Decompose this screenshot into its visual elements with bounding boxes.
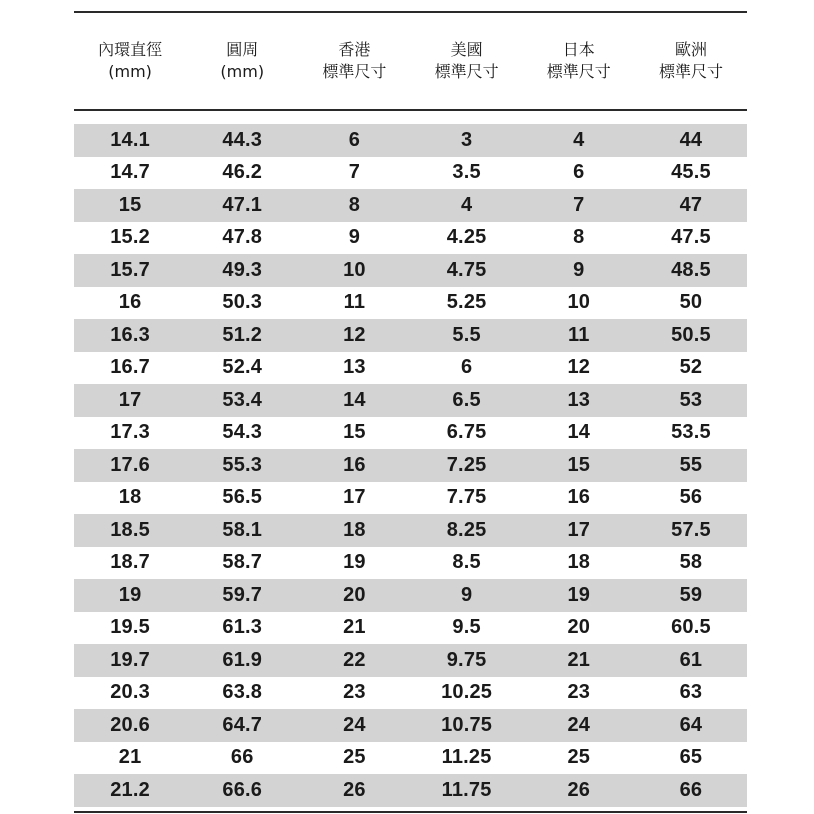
header-line2: 標準尺寸 [546, 62, 611, 81]
table-cell: 26 [343, 778, 366, 801]
table-cell: 9 [460, 583, 473, 606]
table-cell: 24 [343, 713, 366, 736]
header-line1: 日本 [562, 40, 595, 59]
table-cell: 15.7 [110, 258, 150, 281]
table-cell: 14 [567, 421, 591, 444]
table-header-row [74, 13, 747, 109]
table-cell: 51.2 [222, 323, 263, 346]
table-cell: 17 [567, 518, 591, 541]
table-row [74, 742, 747, 775]
table-cell: 53.5 [671, 421, 711, 444]
header-hk-size [298, 39, 410, 83]
table-cell: 18.5 [110, 518, 150, 541]
table-cell: 16.7 [110, 356, 150, 379]
table-cell: 56 [679, 486, 703, 509]
table-cell: 50 [679, 291, 703, 314]
table-cell: 4.25 [446, 226, 487, 249]
table-row [74, 482, 747, 515]
table-cell: 50.3 [222, 291, 263, 314]
table-cell: 55.3 [222, 453, 263, 476]
table-cell: 63.8 [222, 681, 263, 704]
table-cell: 52.4 [222, 356, 263, 379]
table-cell: 3 [460, 128, 473, 151]
table-cell: 56.5 [222, 486, 263, 509]
table-cell: 58.1 [222, 518, 263, 541]
table-cell: 15.2 [110, 226, 150, 249]
table-row [74, 709, 747, 742]
table-cell: 7 [573, 193, 585, 216]
table-cell: 21 [567, 648, 591, 671]
table-cell: 3.5 [452, 161, 481, 184]
table-cell: 9 [573, 258, 585, 281]
table-cell: 58.7 [222, 551, 263, 574]
table-cell: 18.7 [110, 551, 150, 574]
table-cell: 21 [118, 746, 142, 769]
table-cell: 49.3 [222, 258, 263, 281]
header-inner-diameter [74, 39, 186, 83]
table-cell: 19 [567, 583, 591, 606]
table-cell: 7.25 [446, 453, 487, 476]
header-us-size [411, 39, 523, 83]
table-cell: 15 [343, 421, 366, 444]
table-cell: 54.3 [222, 421, 263, 444]
table-cell: 44.3 [222, 128, 263, 151]
table-cell: 25 [343, 746, 366, 769]
table-cell: 10.75 [441, 713, 493, 736]
table-cell: 18 [118, 486, 142, 509]
table-cell: 14.1 [110, 128, 150, 151]
header-eu-size [635, 39, 747, 83]
table-cell: 9.75 [446, 648, 487, 671]
table-cell: 64 [679, 713, 703, 736]
table-cell: 47 [679, 193, 703, 216]
table-cell: 59 [679, 583, 703, 606]
table-cell: 58 [679, 551, 703, 574]
table-cell: 12 [343, 323, 366, 346]
header-line2: (mm) [108, 62, 152, 81]
table-cell: 6.75 [446, 421, 487, 444]
table-cell: 10 [343, 258, 366, 281]
table-cell: 5.5 [452, 323, 481, 346]
header-jp-size [523, 39, 635, 83]
header-line1: 美國 [450, 40, 483, 59]
table-row [74, 319, 747, 352]
table-cell: 66 [679, 778, 703, 801]
table-row [74, 189, 747, 222]
table-cell: 12 [567, 356, 591, 379]
table-cell: 16.3 [110, 323, 150, 346]
table-cell: 60.5 [671, 616, 711, 639]
header-line1: 香港 [338, 40, 371, 59]
header-line2: 標準尺寸 [322, 62, 387, 81]
table-body [74, 124, 747, 807]
table-row [74, 449, 747, 482]
table-cell: 53 [679, 388, 703, 411]
table-cell: 14.7 [110, 161, 150, 184]
table-cell: 16 [567, 486, 591, 509]
table-row [74, 547, 747, 580]
table-cell: 52 [679, 356, 703, 379]
table-cell: 61 [679, 648, 703, 671]
header-line1: 歐洲 [674, 40, 707, 59]
table-cell: 47.1 [222, 193, 263, 216]
table-cell: 19 [343, 551, 366, 574]
table-bottom-rule [74, 811, 747, 813]
table-cell: 16 [118, 291, 142, 314]
table-cell: 7 [348, 161, 361, 184]
table-cell: 59.7 [222, 583, 263, 606]
table-cell: 9 [348, 226, 361, 249]
table-cell: 17 [118, 388, 142, 411]
table-cell: 18 [343, 518, 366, 541]
table-cell: 20 [343, 583, 366, 606]
table-header-spacer [74, 111, 747, 124]
table-row [74, 612, 747, 645]
table-cell: 11.25 [441, 746, 492, 769]
table-cell: 44 [679, 128, 703, 151]
table-cell: 15 [118, 193, 142, 216]
header-line2: (mm) [220, 62, 265, 81]
header-line1: 圓周 [226, 40, 259, 59]
table-cell: 26 [567, 778, 591, 801]
table-cell: 19.7 [110, 648, 150, 671]
table-cell: 61.3 [222, 616, 263, 639]
table-cell: 64.7 [222, 713, 263, 736]
table-cell: 14 [343, 388, 366, 411]
table-cell: 23 [343, 681, 366, 704]
header-line1: 內環直徑 [98, 40, 163, 59]
table-cell: 17.6 [110, 453, 150, 476]
table-row [74, 579, 747, 612]
table-cell: 6 [460, 356, 473, 379]
table-cell: 20.3 [110, 681, 150, 704]
table-cell: 10 [567, 291, 591, 314]
table-cell: 20.6 [110, 713, 150, 736]
table-cell: 61.9 [222, 648, 263, 671]
table-row [74, 352, 747, 385]
table-cell: 24 [567, 713, 591, 736]
table-cell: 18 [567, 551, 591, 574]
table-cell: 8 [573, 226, 585, 249]
table-cell: 21.2 [110, 778, 150, 801]
table-cell: 20 [567, 616, 591, 639]
header-circumference [186, 39, 298, 83]
table-cell: 55 [679, 453, 703, 476]
table-row [74, 157, 747, 190]
table-cell: 15 [567, 453, 591, 476]
table-cell: 45.5 [671, 161, 711, 184]
ring-size-table [74, 11, 747, 813]
table-cell: 9.5 [452, 616, 481, 639]
table-cell: 11 [343, 291, 366, 314]
header-line2: 標準尺寸 [434, 62, 499, 81]
table-cell: 63 [679, 681, 703, 704]
table-cell: 13 [343, 356, 366, 379]
table-cell: 4.75 [446, 258, 487, 281]
table-row [74, 287, 747, 320]
table-cell: 19.5 [110, 616, 150, 639]
table-cell: 7.75 [446, 486, 487, 509]
table-cell: 57.5 [671, 518, 711, 541]
table-row [74, 417, 747, 450]
table-cell: 6 [573, 161, 585, 184]
table-row [74, 514, 747, 547]
table-cell: 47.5 [671, 226, 711, 249]
table-cell: 8 [348, 193, 361, 216]
table-cell: 53.4 [222, 388, 263, 411]
table-cell: 16 [343, 453, 366, 476]
table-row [74, 644, 747, 677]
header-line2: 標準尺寸 [658, 62, 723, 81]
table-row [74, 774, 747, 807]
table-cell: 11 [568, 323, 590, 346]
table-row [74, 222, 747, 255]
table-cell: 4 [573, 128, 585, 151]
table-row [74, 677, 747, 710]
table-cell: 66 [230, 746, 254, 769]
table-cell: 48.5 [671, 258, 711, 281]
table-cell: 65 [679, 746, 703, 769]
table-cell: 23 [567, 681, 591, 704]
table-cell: 22 [343, 648, 366, 671]
table-cell: 17 [343, 486, 366, 509]
table-cell: 8.25 [446, 518, 487, 541]
table-cell: 5.25 [446, 291, 487, 314]
table-cell: 11.75 [441, 778, 492, 801]
table-cell: 47.8 [222, 226, 263, 249]
table-cell: 6.5 [452, 388, 481, 411]
table-cell: 8.5 [452, 551, 481, 574]
table-cell: 46.2 [222, 161, 263, 184]
table-cell: 19 [118, 583, 142, 606]
table-row [74, 384, 747, 417]
table-cell: 6 [348, 128, 361, 151]
table-cell: 50.5 [671, 323, 711, 346]
table-cell: 25 [567, 746, 591, 769]
table-cell: 21 [343, 616, 366, 639]
table-row [74, 254, 747, 287]
table-cell: 13 [567, 388, 591, 411]
table-row [74, 124, 747, 157]
table-cell: 17.3 [110, 421, 150, 444]
table-cell: 4 [460, 193, 473, 216]
table-cell: 66.6 [222, 778, 263, 801]
table-cell: 10.25 [441, 681, 493, 704]
